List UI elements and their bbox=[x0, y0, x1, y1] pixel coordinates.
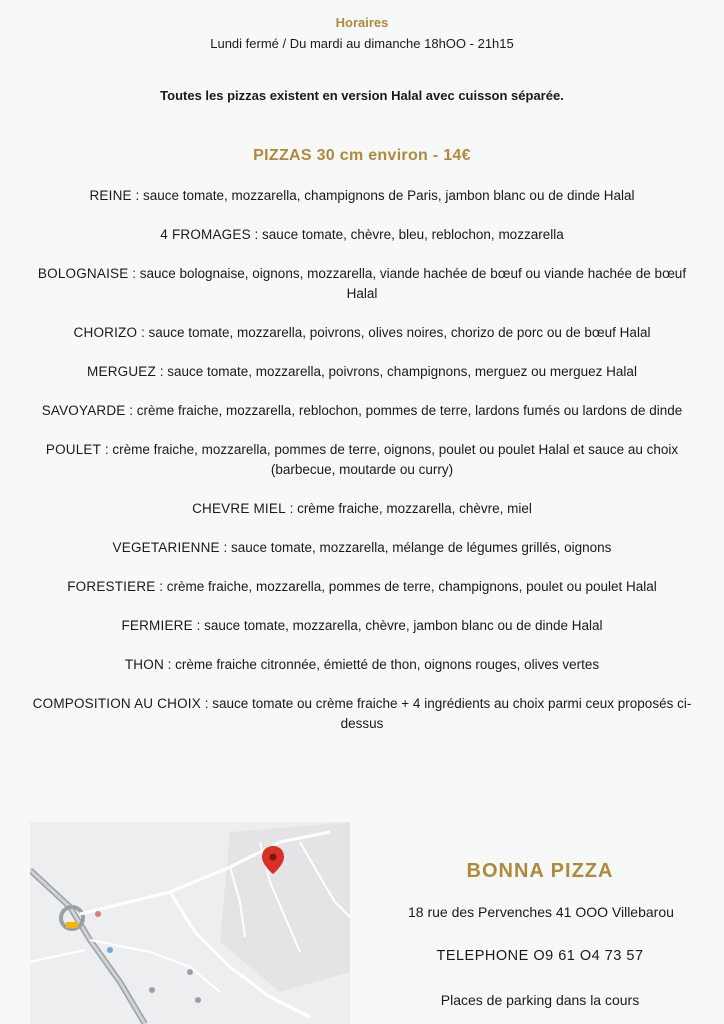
menu-item bbox=[24, 186, 700, 206]
menu-item bbox=[24, 538, 700, 558]
pizza-section-heading: PIZZAS 30 cm environ - 14€ bbox=[253, 147, 471, 164]
pizza-description: : crème fraiche, mozzarella, pommes de terre, oignons, poulet ou poulet Halal et sauce au choix (barbecue, moutarde ou curry) bbox=[101, 442, 679, 477]
pizza-description: : crème fraiche, mozzarella, chèvre, miel bbox=[285, 501, 532, 516]
hours-title: Horaires bbox=[335, 15, 389, 30]
pizza-description: : sauce tomate, mozzarella, champignons de Paris, jambon blanc ou de dinde Halal bbox=[131, 188, 635, 203]
pizza-description: : sauce tomate ou crème fraiche + 4 ingrédients au choix parmi ceux proposés ci-dessus bbox=[200, 696, 692, 731]
pizza-name: FORESTIERE bbox=[67, 579, 156, 594]
pizza-name: FERMIERE bbox=[121, 618, 193, 633]
pizza-description: : crème fraiche, mozzarella, pommes de terre, champignons, poulet ou poulet Halal bbox=[155, 579, 657, 594]
pizza-description: : crème fraiche, mozzarella, reblochon, pommes de terre, lardons fumés ou lardons de dinde bbox=[125, 403, 683, 418]
menu-item bbox=[24, 440, 700, 480]
pizza-description: : sauce bolognaise, oignons, mozzarella, viande hachée de bœuf ou viande hachée de bœuf Halal bbox=[128, 266, 687, 301]
pizza-name: VEGETARIENNE bbox=[112, 540, 220, 555]
menu-item bbox=[24, 323, 700, 343]
pizza-name: CHEVRE MIEL bbox=[192, 501, 286, 516]
business-address: 18 rue des Pervenches 41 OOO Villebarou bbox=[408, 904, 674, 920]
pizza-description: : sauce tomate, mozzarella, mélange de légumes grillés, oignons bbox=[219, 540, 612, 555]
pizza-name: REINE bbox=[89, 188, 132, 203]
pizza-description: : sauce tomate, mozzarella, poivrons, olives noires, chorizo de porc ou de bœuf Halal bbox=[137, 325, 651, 340]
menu-item bbox=[24, 362, 700, 382]
pizza-name: 4 FROMAGES bbox=[160, 227, 251, 242]
menu-item bbox=[24, 225, 700, 245]
business-name: BONNA PIZZA bbox=[466, 860, 614, 882]
pizza-name: BOLOGNAISE bbox=[37, 266, 129, 281]
pizza-description: : sauce tomate, mozzarella, poivrons, champignons, merguez ou merguez Halal bbox=[155, 364, 637, 379]
halal-note: Toutes les pizzas existent en version Halal avec cuisson séparée. bbox=[160, 88, 564, 103]
menu-item bbox=[24, 264, 700, 304]
menu-item bbox=[24, 401, 700, 421]
parking-info: Places de parking dans la cours bbox=[440, 992, 640, 1008]
pizza-name: COMPOSITION AU CHOIX bbox=[32, 696, 201, 711]
pizza-name: SAVOYARDE bbox=[41, 403, 126, 418]
menu-item bbox=[24, 694, 700, 734]
pizza-name: POULET bbox=[45, 442, 102, 457]
pizza-menu-list bbox=[24, 186, 700, 753]
pizza-name: MERGUEZ bbox=[87, 364, 156, 379]
pizza-description: : sauce tomate, chèvre, bleu, reblochon, mozzarella bbox=[250, 227, 564, 242]
hours-text: Lundi fermé / Du mardi au dimanche 18hOO - 21h15 bbox=[210, 36, 514, 51]
pizza-name: CHORIZO bbox=[73, 325, 138, 340]
menu-item bbox=[24, 655, 700, 675]
menu-item bbox=[24, 577, 700, 597]
business-phone[interactable]: TELEPHONE O9 61 O4 73 57 bbox=[436, 948, 644, 964]
pizza-description: : crème fraiche citronnée, émietté de thon, oignons rouges, olives vertes bbox=[163, 657, 600, 672]
map-graphic bbox=[30, 822, 350, 1024]
location-map[interactable] bbox=[30, 822, 350, 1024]
menu-item bbox=[24, 616, 700, 636]
pizza-description: : sauce tomate, mozzarella, chèvre, jambon blanc ou de dinde Halal bbox=[192, 618, 603, 633]
pizza-name: THON bbox=[124, 657, 164, 672]
menu-item bbox=[24, 499, 700, 519]
